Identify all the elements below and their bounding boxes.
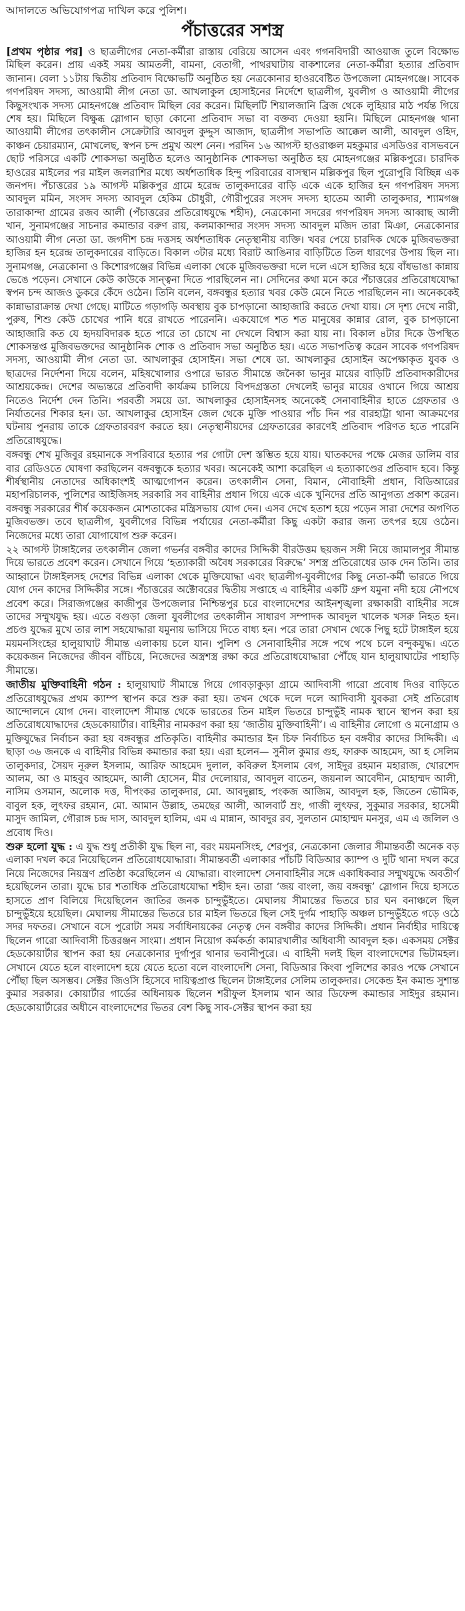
paragraph-5 (6, 841, 459, 1015)
continued-from-label: [প্রথম পৃষ্ঠার পর] (6, 46, 84, 58)
paragraph-4-text: হালুয়াঘাট সীমান্তে গিয়ে গোবড়াকুড়া গ্রামে আদিবাসী গারো প্রবোধ দিওর বাড়িতে প্রতিরোধযুদ্ধের প্রথম ক্যাম্প স্থাপন করে শুরু করা হয়। তখন থেকে দলে দলে আদিবাসী যুবকরা সেই প্রতিরোধ আন্দোলনে যোগ দেন। বাংলাদেশ সীমান্ত থেকে ভারতের তিন মাইল ভিতরে চান্দুভুঁই নামক স্থানে স্থাপন করা হয় প্রতিরোধযোদ্ধাদের হেডকোয়ার্টার। বাহিনীর নামকরণ করা হয় ‘জাতীয় মুক্তিবাহিনী’। এ বাহিনীর লোগো ও মনোগ্রাম ও মুক্তিযুদ্ধের নির্বাচন করা হয় বঙ্গবন্ধুর প্রতিকৃতি। বাহিনীর কমান্ডার ইন চিফ নির্বাচিত হন বঙ্গবীর কাদের সিদ্দিকী। এ ছাড়া ৩৬ জনকে এ বাহিনীর বিভিন্ন কমান্ডার করা হয়। এরা হলেন— সুনীল কুমার গুহ, ফারুক আহমেদ, আ হ সেলিম তালুকদার, সৈয়দ নূরুল ইসলাম, আরিফ আহমেদ দুলাল, কবিরুল ইসলাম বেগ, সাইদুর রহমান মহারাজ, খোরশেদ আলম, আ ও মাহবুব আহমেদ, আলী হোসেন, মীর দেলোয়ার, আবদুল বাতেন, জয়নাল আবেদীন, মোহাম্মদ আলী, নাসিম ওসমান, অলোক দত্ত, দীপংকর তালুকদার, মো. আবদুল্লাহ, পংকজ আজিম, আবদুল হক, জিতেন ভৌমিক, বাবুল হক, লুৎফর রহমান, মো. আমান উল্লাহ, তমছের আলী, আলবার্ট ম্রং, গাজী লুৎফর, সুকুমার সরকার, হাসেমী মাসুদ জামিল, গৌরাঙ্গ চন্দ্র দাস, আবদুল হালিম, এম এ মান্নান, আবদুর রব, সুলতান মোহাম্মদ মনসুর, এম এ জলিল ও প্রবোধ দিও। (6, 680, 459, 839)
paragraph-5-text: এ যুদ্ধ শুধু প্রতীকী যুদ্ধ ছিল না, বরং ময়মনসিংহ, শেরপুর, নেত্রকোনা জেলার সীমান্তবর্তী অনেক বড় এলাকা দখল করে নিয়েছিলেন প্রতিরোধযোদ্ধারা। সীমান্তবর্তী এলাকার পাঁচটি বিডিআর ক্যাম্প ও দুটি থানা দখল করে নিয়ে নিজেদের নিয়ন্ত্রণ প্রতিষ্ঠা করেছিলেন এ যোদ্ধারা। বাংলাদেশ সেনাবাহিনীর সঙ্গে একাধিকবার সম্মুখযুদ্ধে অবতীর্ণ হয়েছিলেন তারা। যুদ্ধে চার শতাধিক প্রতিরোধযোদ্ধা শহীদ হন। তারা ‘জয় বাংলা, জয় বঙ্গবন্ধু’ স্লোগান দিয়ে হাসতে হাসতে প্রাণ বিলিয়ে দিয়েছিলেন জাতির জনক চান্দুভুঁইতে। মেঘালয় সীমান্তের ভিতরে চার ঘন বনাঞ্চলে ছিল চান্দুভুঁইয়ে হয়েছিল। মেঘালয় সীমান্তের ভিতরে চার মাইল ভিতরে ছিল সেই দুর্গম পাহাড়ি অঞ্চল চান্দুভুঁইতে গড়ে ওঠে সদর দফতর। সেখানে বসে পুরোটা সময় সর্বাধিনায়কের নেতৃত্ব দেন বঙ্গবীর কাদের সিদ্দিকী। প্রধান নির্বাহীর দায়িত্বে ছিলেন গারো আদিবাসী চিত্তরঞ্জন সাংমা। প্রধান নিয়োগ কর্মকর্তা কামারখালীর অধিবাসী আবদুল হক। একসময় সেক্টর হেডকোয়ার্টার স্থাপন করা হয় নেত্রকোনার দুর্গাপুর থানার ভবানীপুরে। এ বাহিনী দলই ছিল বাংলাদেশের ভিটামহল। সেখানে যেতে হলে বাংলাদেশ হয়ে যেতে হতো বলে বাংলাদেশি সেনা, বিডিআর কিংবা পুলিশের কারও পক্ষে সেখানে পৌঁছা ছিল অসম্ভব। সেক্টর জিওসি হিসেবে দায়িত্বপ্রাপ্ত ছিলেন টাঙ্গাইলের সেলিম তালুকদার। সেকেন্ড ইন কমান্ড সুশান্ত কুমার সরকার। কোয়ার্টার গার্ডের অধিনায়ক ছিলেন শরীফুল ইসলাম খান আর ডিফেন্স কমান্ডার সাইদুর রহমান। হেডকোয়ার্টারের অধীনে বাংলাদেশের ভিতর বেশ কিছু সাব-সেক্টর স্থাপন করা হয় (6, 841, 459, 1014)
paragraph-3: ২২ আগস্ট টাঙ্গাইলের তৎকালীন জেলা গভর্নর বঙ্গবীর কাদের সিদ্দিকী বীরউত্তম ছয়জন সঙ্গী নিয়ে জামালপুর সীমান্ত দিয়ে ভারতে প্রবেশ করেন। সেখানে গিয়ে ‘হত্যাকারী অবৈধ সরকারের বিরুদ্ধে’ সশস্ত্র প্রতিরোধের ডাক দেন তিনি। তার আহ্বানে টাঙ্গাইলসহ দেশের বিভিন্ন এলাকা থেকে মুক্তিযোদ্ধা এবং ছাত্রলীগ-যুবলীগের কিছু নেতা-কর্মী ভারতে গিয়ে যোগ দেন কাদের সিদ্দিকীর সঙ্গে। পঁচাত্তরের অক্টোবরের দ্বিতীয় সপ্তাহে এ বাহিনীর একটি গ্রুপ যমুনা নদী হয়ে নৌপথে প্রবেশ করে। সিরাজগঞ্জের কাজীপুর উপজেলার নিশ্চিন্তপুর চরে বাংলাদেশের আইনশৃঙ্খলা রক্ষাকারী বাহিনীর সঙ্গে তাদের সম্মুখযুদ্ধ হয়। এতে বগুড়া জেলা যুবলীগের তৎকালীন সাধারণ সম্পাদক আবদুল খালেক খসরু নিহত হন। প্রচণ্ড যুদ্ধের মুখে তার লাশ সহযোদ্ধারা যমুনায় ভাসিয়ে দিতে বাধ্য হন। পরে তারা সেখান থেকে পিছু হটে টাঙ্গাইল হয়ে ময়মনসিংহের হালুয়াঘাট সীমান্ত এলাকায় চলে যান। পুলিশ ও সেনাবাহিনীর সঙ্গে পথে পথে চলে বন্দুকযুদ্ধ। এতে কয়েকজন নিজেদের জীবন বাঁচিয়ে, নিজেদের অস্ত্রশস্ত্র রক্ষা করে প্রতিরোধযোদ্ধারা পৌঁছে যান হালুয়াঘাটের পাহাড়ি সীমান্তে। (6, 545, 459, 677)
paragraph-1 (6, 46, 459, 448)
paragraph-4 (6, 679, 459, 840)
article-headline: পঁচাত্তরের সশস্ত্র (181, 21, 284, 41)
article-body (6, 46, 459, 1015)
subheading-national-liberation-force: জাতীয় মুক্তিবাহিনী গঠন : (6, 679, 122, 692)
subheading-war-begins: শুরু হলো যুদ্ধ : (6, 840, 73, 853)
previous-article-tail: আদালতে অভিযোগপত্র দাখিল করে পুলিশ। (6, 5, 187, 17)
paragraph-1-text: ও ছাত্রলীগের নেতা-কর্মীরা রাস্তায় বেরিয়ে আসেন এবং গগনবিদারী আওয়াজ তুলে বিক্ষোভ মিছিল করেন। প্রায় একই সময় আমতলী, বামনা, বেতাগী, পাথরঘাটায় বাকশালের নেতা-কর্মীরা হত্যার প্রতিবাদ জানান। বেলা ১১টায় দ্বিতীয় প্রতিবাদ বিক্ষোভটি অনুষ্ঠিত হয় নেত্রকোনার হাওরবেষ্টিত উপজেলা মোহনগঞ্জে। সাবেক গণপরিষদ সদস্য, আওয়ামী লীগ নেতা ডা. আখলাকুল হোসাইনের নির্দেশে ছাত্রলীগ, যুবলীগ ও আওয়ামী লীগের কিছুসংখ্যক সদস্য মোহনগঞ্জে প্রতিবাদ মিছিল বের করেন। মিছিলটি শিয়ালজানি ব্রিজ থেকে লুহিয়ার মাঠ পর্যন্ত গিয়ে শেষ হয়। মিছিলে বিক্ষুব্ধ স্লোগান ছাড়া কোনো প্রতিবাদ সভা বা বক্তব্য দেওয়া হয়নি। মিছিলে মোহনগঞ্জ থানা আওয়ামী লীগের তৎকালীন সেক্রেটারি আবদুল কুদ্দুস আজাদ, ছাত্রলীগ সভাপতি আক্কেল আলী, আবদুল ওহিদ, কাঞ্চন চেয়ারম্যান, মোখলেছ, স্বপন চন্দ প্রমুখ অংশ নেন। পরদিন ১৬ আগস্ট হাওরাঞ্চল মহকুমার এসডিওর বাসভবনে ছোট পরিসরে একটি শোকসভা অনুষ্ঠিত হলেও আনুষ্ঠানিক শোকসভা অনুষ্ঠিত হয় মোহনগঞ্জের মল্লিকপুরে। চারদিক হাওরের মাইলের পর মাইল জলরাশির মধ্যে অর্ধশতাধিক হিন্দু পরিবারের বাসস্থান মল্লিকপুর ছিল পুরোপুরি বিচ্ছিন্ন এক জনপদ। পঁচাত্তরের ১৯ আগস্ট মল্লিকপুর গ্রামে হরেন্দ্র তালুকদারের বাড়ি একে একে হাজির হন গণপরিষদ সদস্য আবদুল মমিন, সংসদ সদস্য আবদুল হেকিম চৌধুরী, গৌরীপুরের সংসদ সদস্য হাতেম আলী তালুকদার, শ্যামগঞ্জ তারাকান্দা গ্রামের রজব আলী (পঁচাত্তরের প্রতিরোধযুদ্ধে শহীদ), নেত্রকোনা সদরের গণপরিষদ সদস্য আব্বাছ আলী খান, সুনামগঞ্জের সাচনার কমান্ডার বরুণ রায়, কলমাকান্দার সংসদ সদস্য আবদুল মজিদ তারা মিঞা, নেত্রকোনার আওয়ামী লীগ নেতা ডা. জগদীশ চন্দ্র দত্তসহ অর্ধশতাধিক নেতৃস্থানীয় ব্যক্তি। খবর পেয়ে চারদিক থেকে মুজিবভক্তরা হাজির হন হরেন্দ্র তালুকদারের বাড়িতে। বিকাল ৩টার মধ্যে বিরাট আঙিনার বাড়িটিতে তিল ধারণের উপায় ছিল না। সুনামগঞ্জ, নেত্রকোনা ও কিশোরগঞ্জের বিভিন্ন এলাকা থেকে মুজিবভক্তরা দলে দলে এসে হাজির হয়ে বাঁধভাঙা কান্নায় ভেঙে পড়েন। সেখানে কেউ কাউকে সান্ত্বনা দিতে পারছিলেন না। সেদিনের কথা মনে করে পঁচাত্তরের প্রতিরোধযোদ্ধা স্বপন চন্দ আজও ডুকরে কেঁদে ওঠেন। তিনি বলেন, বঙ্গবন্ধুর হত্যার খবর কেউ মেনে নিতে পারছিলেন না। অনেককেই কান্নাভারাক্রান্ত দেখা গেছে। মাটিতে গড়াগড়ি অবস্থায় বুক চাপড়ানো আহাজারি করতে দেখা যায়। সে দৃশ্য দেখে নারী, পুরুষ, শিশু কেউ চোখের পানি ধরে রাখতে পারেননি। একযোগে শত শত মানুষের কান্নার রোল, বুক চাপড়ানো আহাজারি কত যে হৃদয়বিদারক হতে পারে তা চোখে না দেখলে বিশ্বাস করা যায় না। বিকাল ৪টার দিকে উপস্থিত শোকসন্তপ্ত মুজিবভক্তদের আনুষ্ঠানিক শোক ও প্রতিবাদ সভা অনুষ্ঠিত হয়। এতে সভাপতিত্ব করেন সাবেক গণপরিষদ সদস্য, আওয়ামী লীগ নেতা ডা. আখলাকুর হোসাইন। সভা শেষে ডা. আখলাকুর হোসাইন অপেক্ষাকৃত যুবক ও ছাত্রদের নির্দেশনা দিয়ে বলেন, মহিষখোলার ওপারে ভারত সীমান্তে জনৈকা ভানুর মায়ের বাড়িটি প্রতিবাদকারীদের আশ্রয়কেন্দ্র। দেশের অভ্যন্তরে প্রতিবাদী কার্যক্রম চালিয়ে বিপদগ্রস্ততা দেখলেই ভানুর মায়ের ওখানে গিয়ে আশ্রয় নিতেও নির্দেশ দেন তিনি। পরবর্তী সময়ে ডা. আখলাকুর হোসাইনসহ অনেকেই সেনাবাহিনীর হাতে গ্রেফতার ও নির্যাতনের শিকার হন। ডা. আখলাকুর হোসাইন জেল থেকে মুক্তি পাওয়ার পাঁচ দিন পর বারহাট্টা থানা আক্রমণের ঘটনায় পুনরায় তাকে গ্রেফতারবরণ করতে হয়। নেতৃস্থানীয়দের গ্রেফতারের কারণেই প্রতিবাদ পরিণত হতে পারেনি প্রতিরোধযুদ্ধে। (6, 47, 459, 447)
continued-from-text: প্রথম পৃষ্ঠার পর (10, 46, 79, 58)
paragraph-2: বঙ্গবন্ধু শেখ মুজিবুর রহমানকে সপরিবারে হত্যার পর গোটা দেশ স্তম্ভিত হয়ে যায়। ঘাতকদের পক্ষে মেজর ডালিম বার বার রেডিওতে ঘোষণা করছিলেন বঙ্গবন্ধুকে হত্যার খবর। অনেকেই আশা করেছিল এ হত্যাকাণ্ডের প্রতিবাদ হবে। কিন্তু শীর্ষস্থানীয় নেতাদের অধিকাংশই আত্মগোপন করেন। তৎকালীন সেনা, বিমান, নৌবাহিনী প্রধান, বিডিআরের মহাপরিচালক, পুলিশের আইজিসহ সরকারি সব বাহিনীর প্রধান গিয়ে একে একে খুনিদের প্রতি আনুগত্য প্রকাশ করেন। বঙ্গবন্ধু সরকারের শীর্ষ কয়েকজন মোশতাকের মন্ত্রিসভায় যোগ দেন। এসব দেখে হতাশ হয়ে পড়েন সারা দেশের অগণিত মুজিবভক্ত। তবে ছাত্রলীগ, যুবলীগের বিভিন্ন পর্যায়ের নেতা-কর্মীরা কিছু একটা করার জন্য তৎপর হয়ে ওঠেন। নিজেদের মধ্যে তারা যোগাযোগ শুরু করেন। (6, 450, 459, 542)
